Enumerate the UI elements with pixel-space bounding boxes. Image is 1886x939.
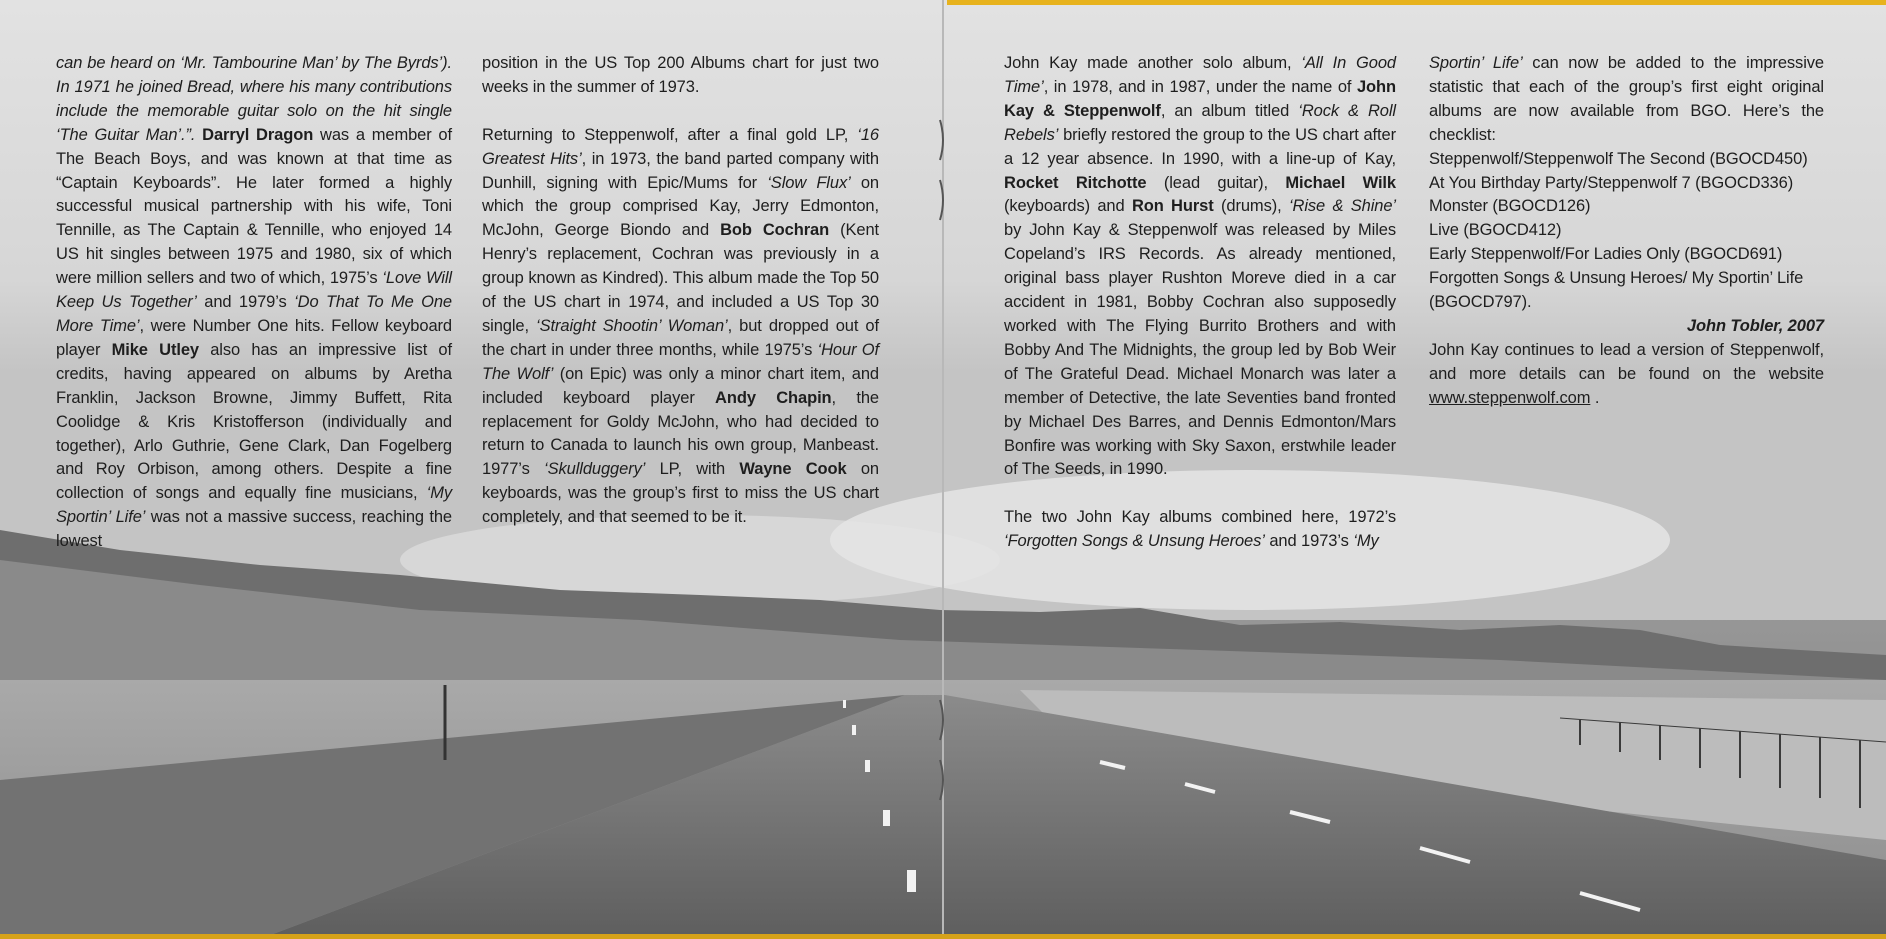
text-column-4 xyxy=(1429,52,1824,411)
italic-title: ‘Forgotten Songs & Unsung Heroes’ xyxy=(1004,532,1265,551)
text-run: (Kent Henry’s replacement, Cochran was previously in a group known as Kindred). This album made the Top 50 of the US chart in 1974, and included a US Top 30 single, xyxy=(482,221,880,335)
paragraph xyxy=(1004,52,1396,482)
italic-title: ‘Love Will Keep Us Together’ xyxy=(56,269,452,312)
bold-name: Wayne Cook xyxy=(739,460,847,479)
bold-name: Bob Cochran xyxy=(720,221,830,240)
italic-title: ‘16 Greatest Hits’ xyxy=(482,125,879,168)
italic-title: ‘Rise & Shine’ xyxy=(1288,197,1396,216)
album-checklist xyxy=(1429,148,1824,315)
text-run: and 1979’s xyxy=(196,293,295,312)
text-run: , in 1973, the band parted company with Dunhill, signing with Epic/Mums for xyxy=(482,149,879,192)
text-run: can now be added to the impressive statistic that each of the group’s first eight original albums are now available from BGO. Here’s the checklist: xyxy=(1429,54,1824,144)
text-column-3 xyxy=(1004,52,1396,554)
text-run: on which the group comprised Kay, Jerry Edmonton, McJohn, George Biondo and xyxy=(482,173,879,240)
text-run: on keyboards, was the group’s first to miss the US chart completely, and that seemed to be it. xyxy=(482,460,880,527)
checklist-item: Early Steppenwolf/For Ladies Only (BGOCD691) xyxy=(1429,245,1783,264)
text-run: (on Epic) was only a minor chart item, and included keyboard player xyxy=(482,364,879,407)
text-column-1 xyxy=(56,52,452,554)
italic-title: ‘My Sportin’ Life’ xyxy=(56,484,452,527)
text-run: , an album titled xyxy=(1160,101,1299,120)
italic-title: ‘Skullduggery’ xyxy=(544,460,646,479)
text-run: , the replacement for Goldy McJohn, who had decided to return to Canada to launch his own group, Manbeast. 1977’s xyxy=(482,388,879,479)
website-suffix: . xyxy=(1590,388,1600,407)
bold-name: Rocket Ritchotte xyxy=(1004,173,1147,192)
bold-name: Andy Chapin xyxy=(715,388,832,407)
text-run: briefly restored the group to the US chart after a 12 year absence. In 1990, with a line-up of Kay, xyxy=(1004,125,1396,168)
text-column-2 xyxy=(482,52,879,530)
bold-name: Ron Hurst xyxy=(1131,197,1214,216)
checklist-item: Steppenwolf/Steppenwolf The Second (BGOCD450) xyxy=(1429,149,1808,168)
paragraph xyxy=(1004,506,1396,554)
italic-title: ‘Hour Of The Wolf’ xyxy=(482,340,879,383)
text-run: John Kay made another solo album, xyxy=(1004,54,1302,72)
checklist-item: Forgotten Songs & Unsung Heroes/ My Sportin’ Life (BGOCD797). xyxy=(1429,269,1804,312)
page-edge-top xyxy=(947,0,1886,5)
text-run: also has an impressive list of credits, having appeared on albums by Aretha Franklin, Jackson Browne, Jimmy Buffett, Rita Coolidge & Kris Kristofferson (individually and together), Arlo Guthrie, Gene Clark, Dan Fogelberg and Roy Orbison, among others. Despite a fine collection of songs and equally fine musicians, xyxy=(56,340,452,503)
bold-name: John Kay & Steppenwolf xyxy=(1004,77,1396,120)
text-run: by John Kay & Steppenwolf was released by Miles Copeland’s IRS Records. As already mentioned, original bass player Rushton Moreve died in a car accident in 1981, Bobby Cochran also supposedly worked with The Flying Burrito Brothers and with Bobby And The Midnights, the group led by Bob Weir of The Grateful Dead. Michael Monarch was later a member of Detective, the late Seventies band fronted by Michael Des Barres, and Dennis Edmonton/Mars Bonfire was working with Sky Saxon, erstwhile leader of The Seeds, in 1990. xyxy=(1004,221,1396,479)
author-credit: John Tobler, 2007 xyxy=(1686,316,1824,335)
checklist-item: Monster (BGOCD126) xyxy=(1429,197,1591,216)
paragraph xyxy=(56,52,452,554)
text-run: Returning to Steppenwolf, after a final gold LP, xyxy=(482,125,858,144)
text-run: was a member of The Beach Boys, and was known at that time as “Captain Keyboards”. He later formed a highly successful musical partnership with his wife, Toni Tennille, as The Captain & Tennille, who enjoyed 14 US hit singles between 1975 and 1980, six of which were million sellers and two of which, 1975’s xyxy=(56,125,452,288)
text-run: and 1973’s xyxy=(1264,532,1354,551)
text-run: (keyboards) and xyxy=(1004,197,1132,216)
bold-name: Darryl Dragon xyxy=(202,125,314,144)
italic-title: ‘Do That To Me One More Time’ xyxy=(56,293,452,335)
text-run: position in the US Top 200 Albums chart for just two weeks in the summer of 1973. xyxy=(482,54,879,96)
text-run: , were Number One hits. Fellow keyboard player xyxy=(56,316,452,359)
italic-title: ‘All In Good Time’ xyxy=(1004,54,1396,96)
paragraph xyxy=(1429,339,1824,411)
checklist-item: At You Birthday Party/Steppenwolf 7 (BGOCD336) xyxy=(1429,173,1794,192)
text-run: , in 1978, and in 1987, under the name of xyxy=(1043,77,1357,96)
paragraph xyxy=(482,124,879,530)
intro-with-checklist xyxy=(1429,52,1824,339)
italic-title: ‘Straight Shootin’ Woman’ xyxy=(536,316,728,335)
italic-title: ‘Rock & Roll Rebels’ xyxy=(1004,101,1396,144)
text-run: was not a massive success, reaching the lowest xyxy=(56,508,452,551)
italic-title: ‘Slow Flux’ xyxy=(767,173,851,192)
bold-name: Michael Wilk xyxy=(1285,173,1396,192)
paragraph xyxy=(482,52,879,100)
text-run: LP, with xyxy=(645,460,740,479)
website-sentence: John Kay continues to lead a version of Steppenwolf, and more details can be found on the website xyxy=(1429,340,1824,383)
page-edge-bottom xyxy=(0,934,1886,939)
italic-title: ‘My xyxy=(1353,532,1379,551)
italic-title: Sportin’ Life’ xyxy=(1429,54,1523,72)
text-run: The two John Kay albums combined here, 1972’s xyxy=(1004,508,1396,527)
italic-title: can be heard on ‘Mr. Tambourine Man’ by The Byrds’). In 1971 he joined Bread, where his many contributions include the memorable guitar solo on the hit single ‘The Guitar Man’.”. xyxy=(56,54,452,144)
text-run: (lead guitar), xyxy=(1146,173,1286,192)
bold-name: Mike Utley xyxy=(111,340,199,359)
checklist-item: Live (BGOCD412) xyxy=(1429,221,1562,240)
website-link[interactable]: www.steppenwolf.com xyxy=(1429,388,1591,407)
text-run: , but dropped out of the chart in under three months, while 1975’s xyxy=(482,316,879,359)
text-run: (drums), xyxy=(1213,197,1289,216)
paragraph xyxy=(1429,52,1824,148)
